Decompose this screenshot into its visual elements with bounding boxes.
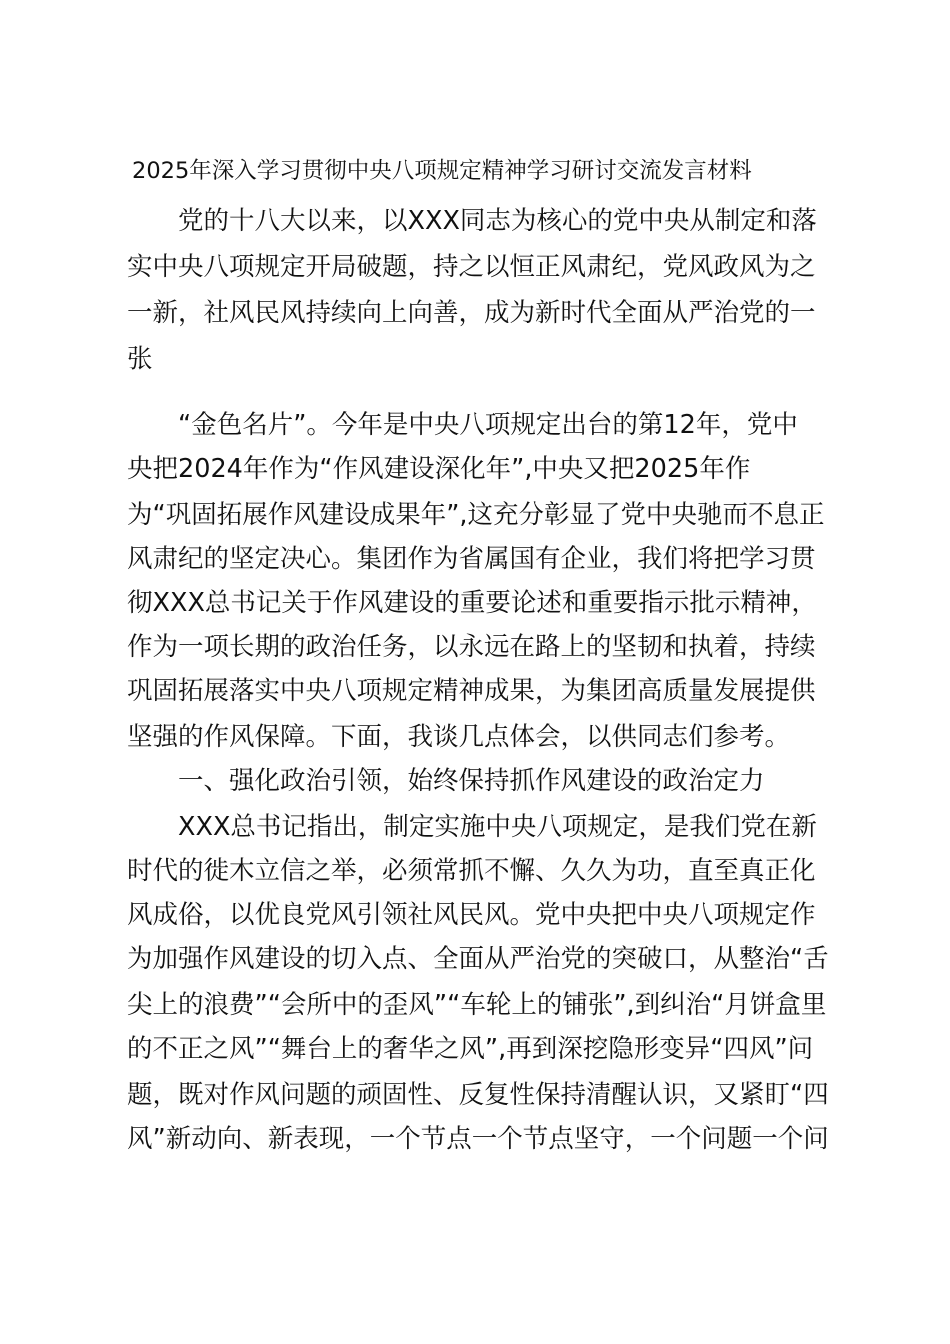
body-line-21: 风”新动向、新表现，一个节点一个节点坚守，一个问题一个问 [127, 1124, 829, 1154]
body-line-12: 坚强的作风保障。下面，我谈几点体会，以供同志们参考。 [127, 722, 791, 752]
body-line-20: 题，既对作风问题的顽固性、反复性保持清醒认识，又紧盯“四 [127, 1080, 829, 1110]
body-line-9: 彻XXX总书记关于作风建设的重要论述和重要指示批示精神， [127, 588, 817, 618]
body-line-4: 张 [127, 344, 153, 374]
body-line-3: 一新，社风民风持续向上向善，成为新时代全面从严治党的一 [127, 298, 816, 328]
body-line-19: 的不正之风”“舞台上的奢华之风”,再到深挖隐形变异“四风”问 [127, 1034, 814, 1064]
body-line-6: 央把2024年作为“作风建设深化年”,中央又把2025年作 [127, 454, 751, 484]
body-line-1: 党的十八大以来，以XXX同志为核心的党中央从制定和落 [127, 206, 817, 236]
body-line-2: 实中央八项规定开局破题，持之以恒正风肃纪，党风政风为之 [127, 252, 816, 282]
body-line-18: 尖上的浪费”“会所中的歪风”“车轮上的铺张”,到纠治“月饼盒里 [127, 990, 827, 1020]
body-line-15: 时代的徙木立信之举，必须常抓不懈、久久为功，直至真正化 [127, 856, 816, 886]
body-line-8: 风肃纪的坚定决心。集团作为省属国有企业，我们将把学习贯 [127, 544, 816, 574]
document-title: 2025年深入学习贯彻中央八项规定精神学习研讨交流发言材料 [132, 158, 752, 184]
body-line-5: “金色名片”。今年是中央八项规定出台的第12年，党中 [127, 410, 798, 440]
body-line-16: 风成俗，以优良党风引领社风民风。党中央把中央八项规定作 [127, 900, 816, 930]
body-line-11: 巩固拓展落实中央八项规定精神成果，为集团高质量发展提供 [127, 676, 816, 706]
section-heading-1: 一、强化政治引领，始终保持抓作风建设的政治定力 [127, 766, 765, 796]
body-line-7: 为“巩固拓展作风建设成果年”,这充分彰显了党中央驰而不息正 [127, 500, 825, 530]
body-line-17: 为加强作风建设的切入点、全面从严治党的突破口，从整治“舌 [127, 944, 829, 974]
body-line-10: 作为一项长期的政治任务，以永远在路上的坚韧和执着，持续 [127, 632, 816, 662]
body-line-14: XXX总书记指出，制定实施中央八项规定，是我们党在新 [127, 812, 817, 842]
